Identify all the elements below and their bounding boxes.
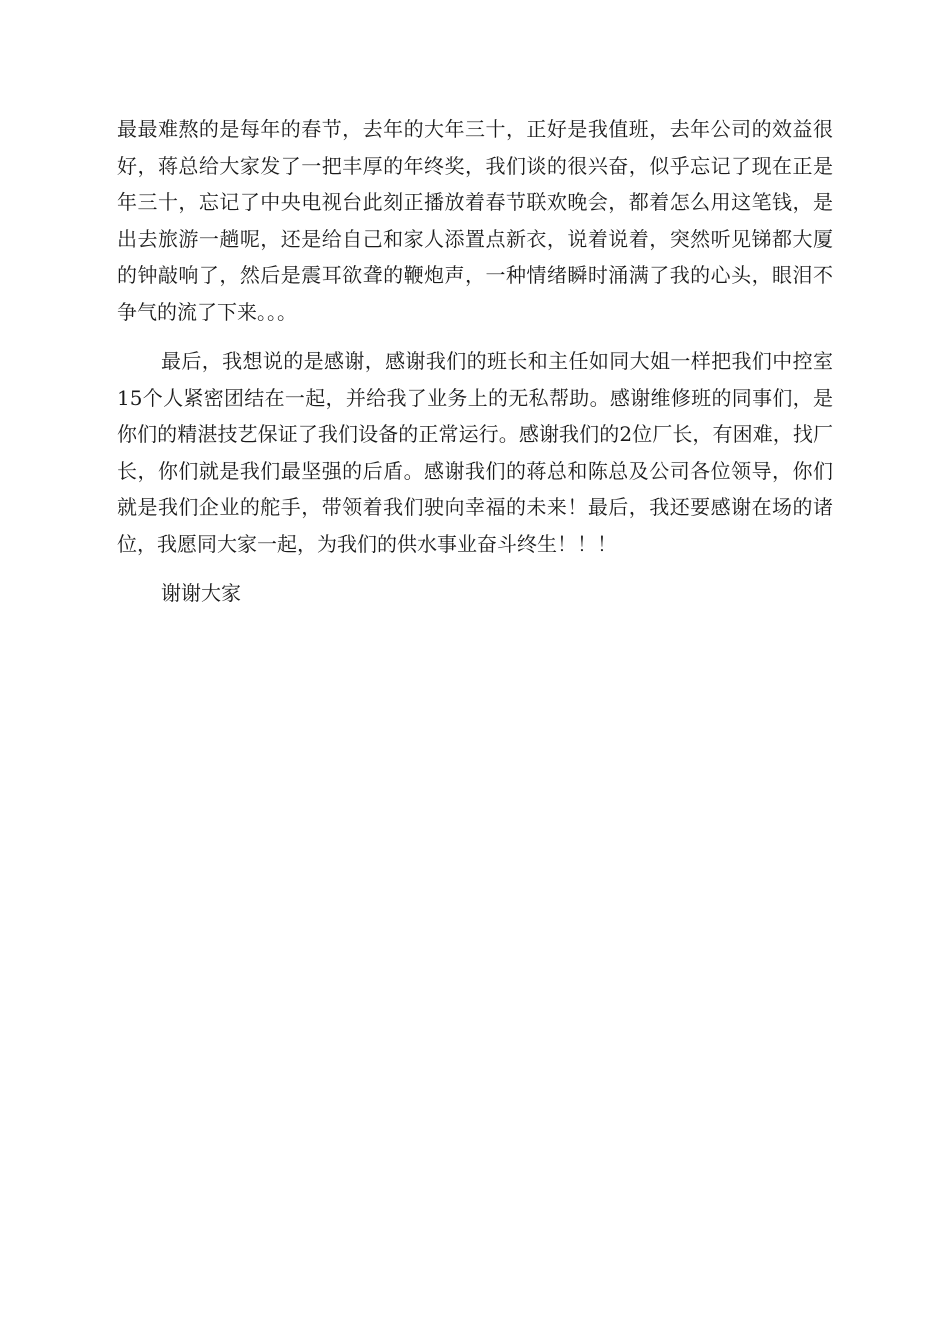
- document-body: [117, 111, 833, 625]
- paragraph-thanks: 最后，我想说的是感谢，感谢我们的班长和主任如同大姐一样把我们中控室15个人紧密团结在一起，并给我了业务上的无私帮助。感谢维修班的同事们，是你们的精湛技艺保证了我们设备的正常运行。感谢我们的2位厂长，有困难，找厂长，你们就是我们最坚强的后盾。感谢我们的蒋总和陈总及公司各位领导，你们就是我们企业的舵手，带领着我们驶向幸福的未来！最后，我还要感谢在场的诸位，我愿同大家一起，为我们的供水事业奋斗终生！！！: [117, 349, 833, 556]
- paragraph-closing: 谢谢大家: [161, 581, 241, 605]
- paragraph-spring-festival: 最最难熬的是每年的春节，去年的大年三十，正好是我值班，去年公司的效益很好，蒋总给大家发了一把丰厚的年终奖，我们谈的很兴奋，似乎忘记了现在正是年三十，忘记了中央电视台此刻正播放着春节联欢晚会，都着怎么用这笔钱，是出去旅游一趟呢，还是给自己和家人添置点新衣，说着说着，突然听见锑都大厦的钟敲响了，然后是震耳欲聋的鞭炮声，一种情绪瞬时涌满了我的心头，眼泪不争气的流了下来。。。: [117, 117, 833, 324]
